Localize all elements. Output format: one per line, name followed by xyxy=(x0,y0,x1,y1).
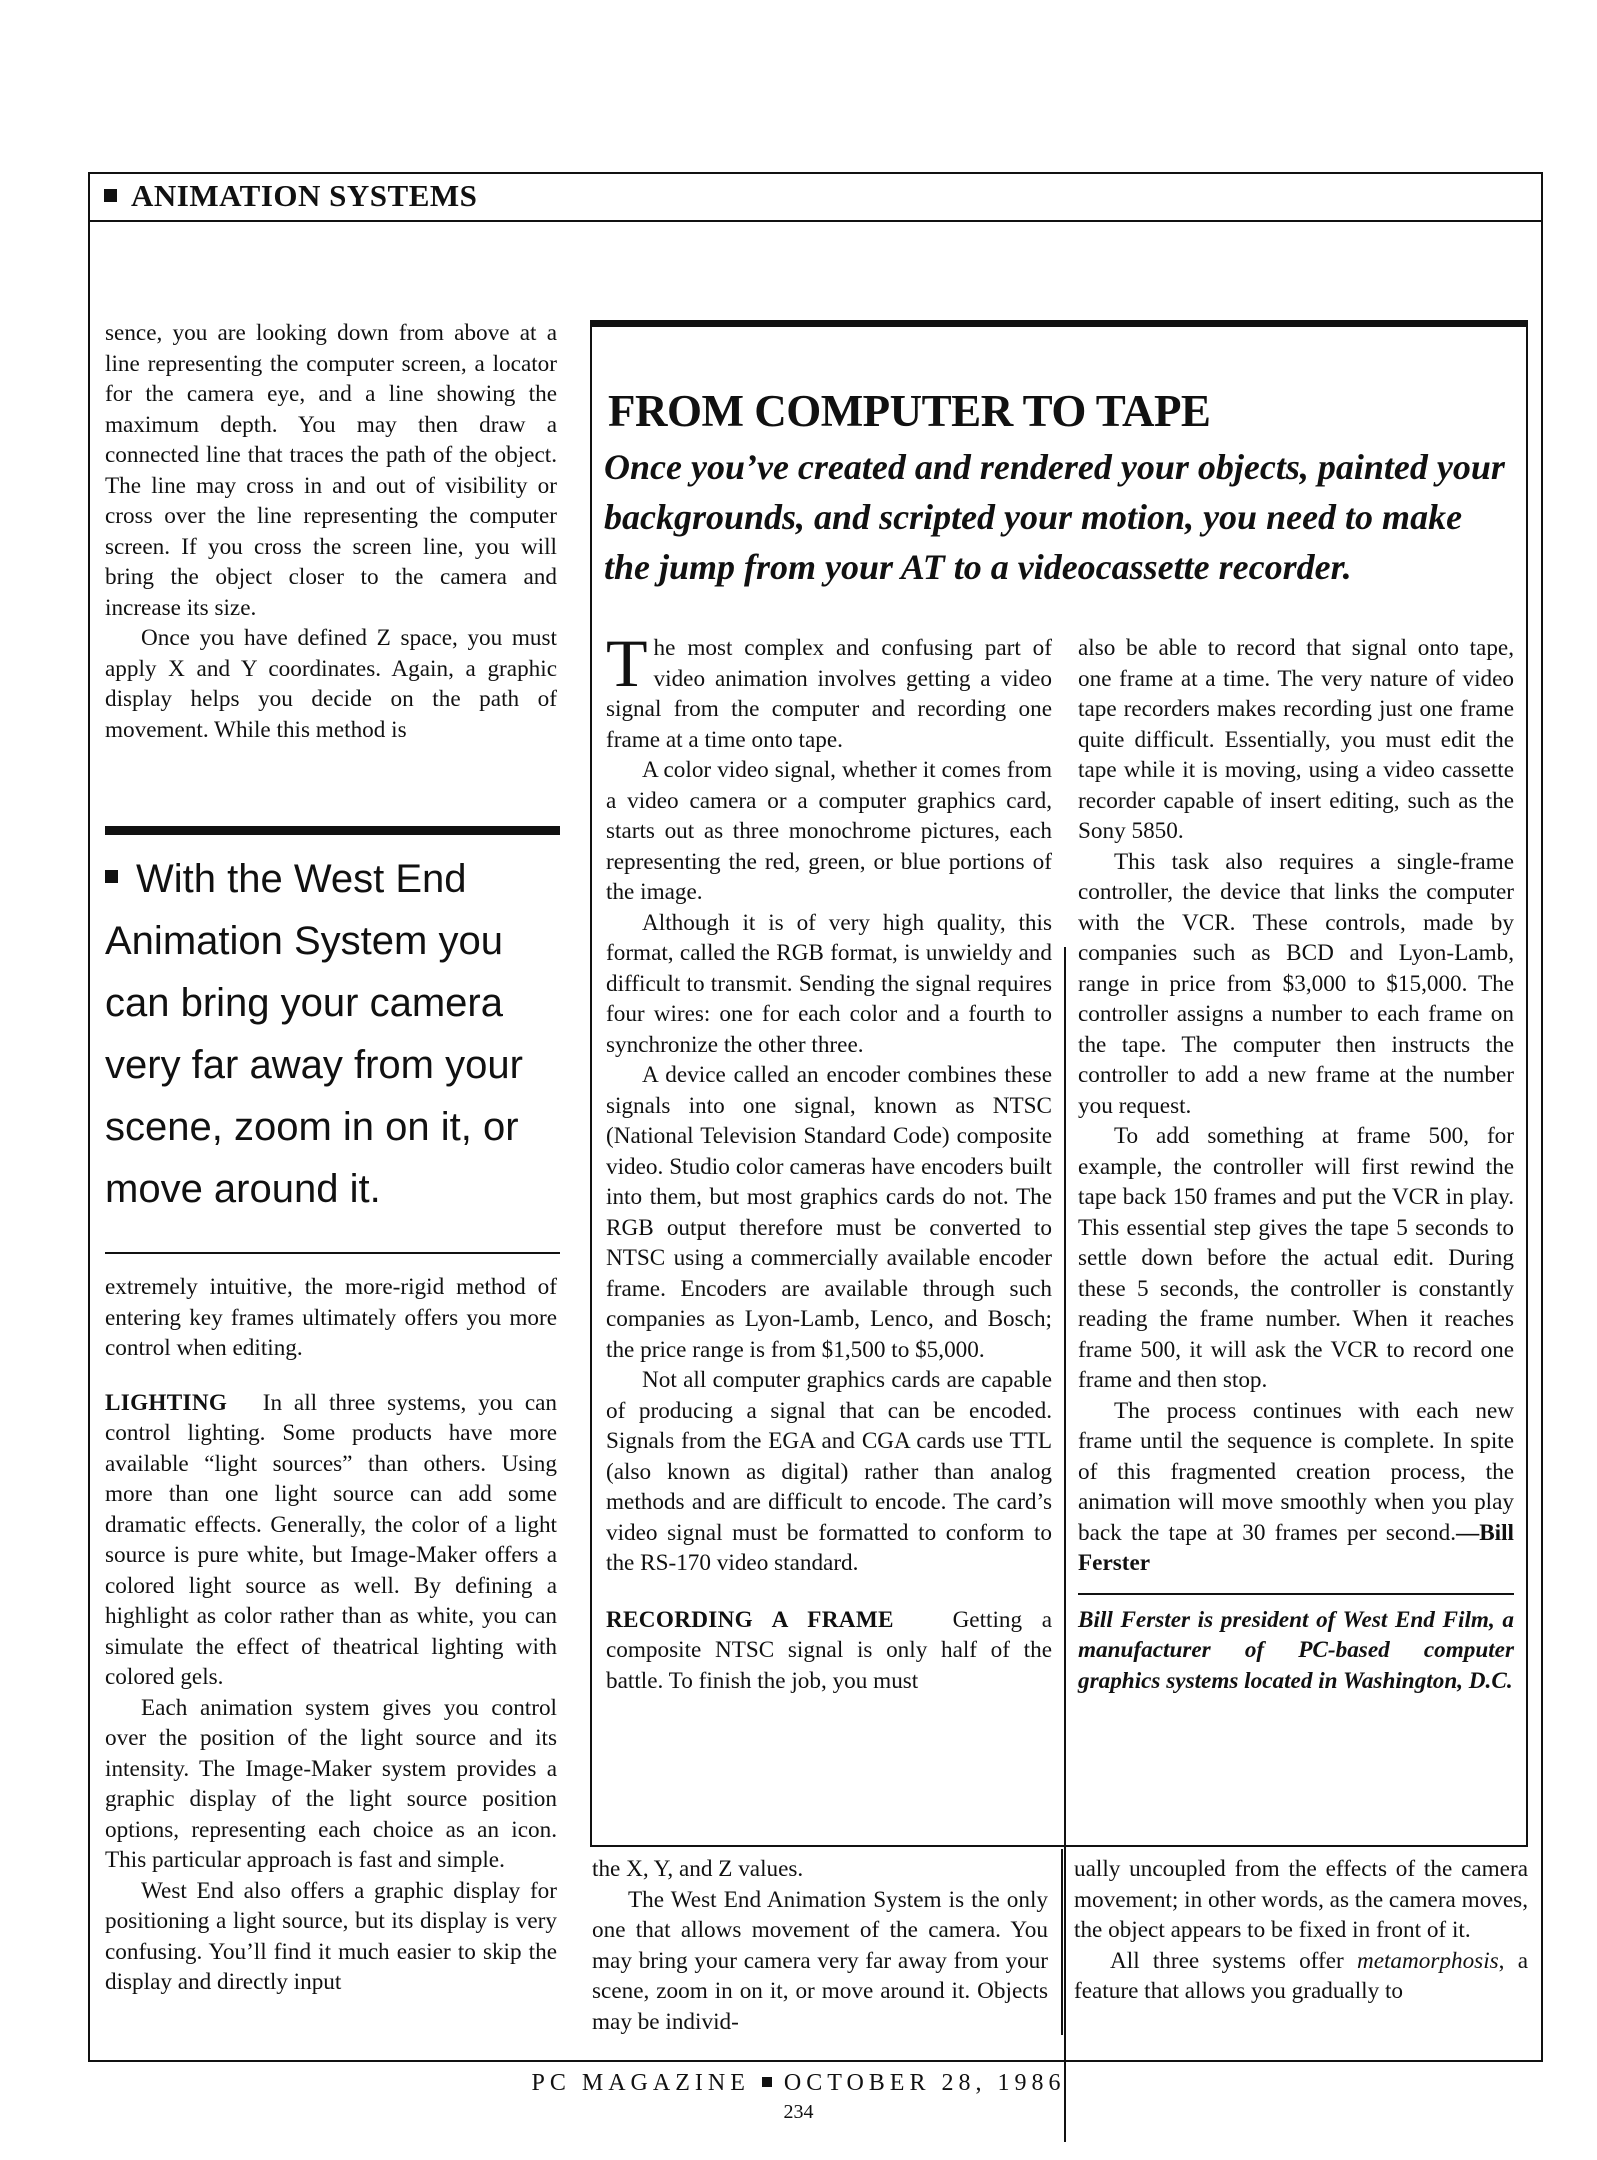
paragraph: West End also offers a graphic display for positioning a light source, but its display is very confusing. You’ll find it much easier to skip the display and directly input xyxy=(105,1877,557,1995)
recording-body: Getting a composite NTSC signal is only half of the battle. To finish the job, you must xyxy=(606,1606,1052,1694)
pull-quote-rule xyxy=(105,826,560,835)
sidebar-column-divider xyxy=(1064,947,1066,2142)
issue-date: OCTOBER 28, 1986 xyxy=(783,2070,1066,2096)
author-bio: Bill Ferster is president of West End Film, a manufacturer of PC-based computer graphics systems located in Washington, D.C. xyxy=(1078,1606,1514,1694)
paragraph: Not all computer graphics cards are capable of producing a signal that can be encoded. Signals from the EGA and CGA cards use TTL (also known as digital) rather than analog methods and are difficult to encode. The card’s video signal must be formatted to conform to the RS-170 video standard. xyxy=(606,1367,1052,1576)
pull-quote-bottom-rule xyxy=(105,1252,560,1254)
paragraph: A color video signal, whether it comes from a video camera or a computer graphics card, starts out as three monochrome pictures, each representing the red, green, or blue portions of the image. xyxy=(606,757,1052,905)
paragraph xyxy=(1074,1946,1528,2007)
bio-rule xyxy=(1078,1593,1514,1595)
lighting-body: In all three systems, you can control lighting. Some products have more available “light sources” than others. Using more than one light source can add some dramatic effects. Generally, the color of a light source is pure white, but Image-Maker offers a colored light source as well. By defining a highlight as color rather than as white, you can simulate the effect of theatrical lighting with colored gels. xyxy=(105,1389,557,1690)
byline: —Bill Ferster xyxy=(1078,1519,1514,1576)
paragraph xyxy=(1078,1396,1514,1579)
paragraph-text: All three systems offer xyxy=(1110,1947,1357,1974)
below-sidebar-right xyxy=(1074,1854,1528,2007)
publication-name: PC MAGAZINE xyxy=(531,2070,750,2096)
paragraph-text: , a feature that allows you gradually to xyxy=(1074,1947,1528,2004)
sidebar-column-1 xyxy=(606,625,1052,1696)
paragraph-text: The process continues with each new frame until the sequence is complete. In spite of this fragmented creation process, the animation will move smoothly when you play back the tape at 30 frames per second. xyxy=(1078,1397,1514,1546)
left-column-top xyxy=(105,318,557,745)
paragraph: also be able to record that signal onto tape, one frame at a time. The very nature of video tape recorders makes recording just one frame quite difficult. Essentially, you must edit the tape while it is moving, using a video cassette recorder capable of insert editing, such as the Sony 5850. xyxy=(1078,635,1514,844)
paragraph: To add something at frame 500, for example, the controller will first rewind the tape back 150 frames and put the VCR in play. This essential step gives the tape 5 seconds to settle down before the actual edit. During these 5 seconds, the controller is constantly reading the frame number. When it reaches frame 500, it will ask the VCR to record one frame and then stop. xyxy=(1078,1123,1514,1393)
bullet-square-icon xyxy=(105,870,118,883)
paragraph: Once you have defined Z space, you must apply X and Y coordinates. Again, a graphic display helps you decide on the path of movement. While this method is xyxy=(105,625,557,743)
left-column-bottom xyxy=(105,1272,557,1998)
recording-heading: RECORDING A FRAME xyxy=(606,1606,894,1633)
paragraph: Each animation system gives you control over the position of the light source and its intensity. The Image-Maker system provides a graphic display of the light source position options, representing each choice as an icon. This particular approach is fast and simple. xyxy=(105,1694,557,1873)
paragraph: ually uncoupled from the effects of the camera movement; in other words, as the camera moves, the object appears to be fixed in front of it. xyxy=(1074,1856,1528,1943)
paragraph: A device called an encoder combines these signals into one signal, known as NTSC (National Television Standard Code) composite video. Studio color cameras have encoders built into them, but most graphics cards do not. The RGB output therefore must be converted to NTSC using a commercially available encoder frame. Encoders are available through such companies as Lyon-Lamb, Lenco, and Bosch; the price range is from $1,500 to $5,000. xyxy=(606,1062,1052,1363)
paragraph xyxy=(606,625,1052,755)
recording-paragraph xyxy=(606,1605,1052,1697)
lighting-heading: LIGHTING xyxy=(105,1389,228,1416)
sidebar-box xyxy=(590,320,1528,1847)
sidebar-title: FROM COMPUTER TO TAPE xyxy=(608,386,1211,436)
paragraph: extremely intuitive, the more-rigid method of entering key frames ultimately offers you more control when editing. xyxy=(105,1274,557,1361)
below-sidebar-divider xyxy=(1061,1849,1063,2035)
pull-quote-text: With the West End Animation System you can bring your camera very far away from your scene, zoom in on it, or move around it. xyxy=(105,857,523,1211)
paragraph: sence, you are looking down from above at a line representing the computer screen, a locator for the camera eye, and a line showing the maximum depth. You may then draw a connected line that traces the path of the object. The line may cross in and out of visibility or cross over the line representing the computer screen. If you cross the screen line, you will bring the object closer to the camera and increase its size. xyxy=(105,320,557,621)
emphasis: metamorphosis xyxy=(1356,1947,1499,1974)
bullet-square-icon xyxy=(104,189,117,202)
paragraph: the X, Y, and Z values. xyxy=(592,1856,804,1882)
below-sidebar-left xyxy=(592,1854,1048,2037)
lighting-paragraph xyxy=(105,1388,557,1693)
bullet-square-icon xyxy=(762,2077,772,2087)
paragraph: This task also requires a single-frame controller, the device that links the computer with the VCR. These controls, made by companies such as BCD and Lyon-Lamb, range in price from $3,000 to $15,000. The controller assigns a number to each frame on the tape. The computer then instructs the controller to add a new frame at the number you request. xyxy=(1078,848,1514,1119)
pull-quote xyxy=(105,848,565,1220)
section-label: ANIMATION SYSTEMS xyxy=(131,178,478,213)
drop-cap: T xyxy=(606,625,648,701)
section-title xyxy=(104,178,477,214)
section-header xyxy=(88,172,1543,222)
paragraph: The West End Animation System is the only one that allows movement of the camera. You may bring your camera very far away from your scene, zoom in on it, or move around it. Objects may be individ- xyxy=(592,1886,1048,2035)
sidebar-column-2 xyxy=(1078,633,1514,1696)
paragraph-text: he most complex and confusing part of video animation involves getting a video signal from the computer and recording one frame at a time onto tape. xyxy=(606,635,1052,753)
sidebar-deck: Once you’ve created and rendered your objects, painted your backgrounds, and scripted your motion, you need to make the jump from your AT to a videocassette recorder. xyxy=(604,447,1505,587)
page-number: 234 xyxy=(783,2101,814,2123)
footer xyxy=(0,2070,1597,2097)
paragraph: Although it is of very high quality, this format, called the RGB format, is unwieldy and difficult to transmit. Sending the signal requires four wires: one for each color and a fourth to synchronize the other three. xyxy=(606,909,1052,1058)
